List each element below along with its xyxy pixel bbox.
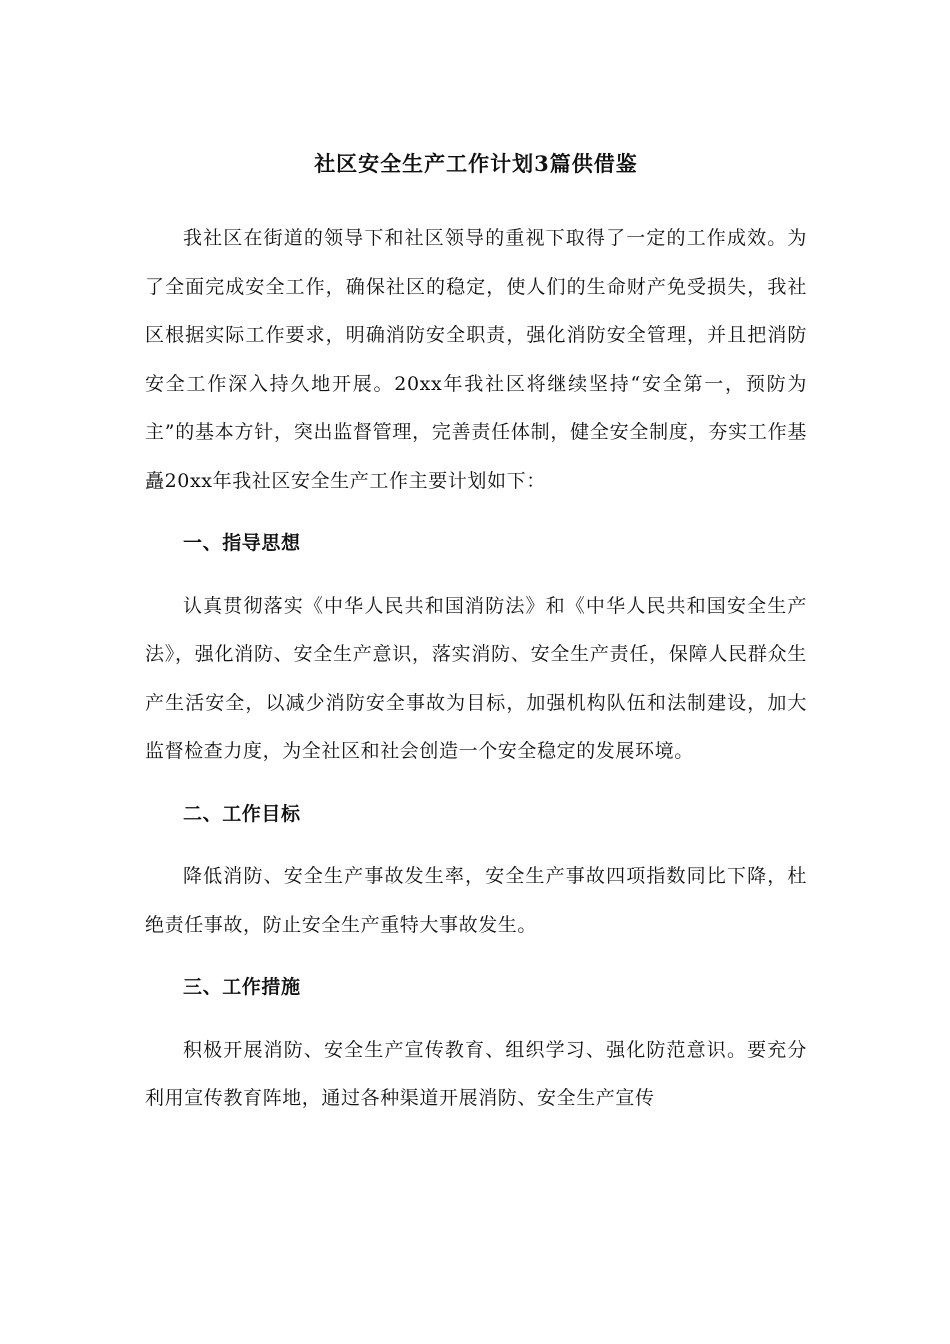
section-body-guiding-ideology: 认真贯彻落实《中华人民共和国消防法》和《中华人民共和国安全生产法》，强化消防、安全生产意识，落实消防、安全生产责任，保障人民群众生产生活安全，以减少消防安全事故为目标，加强机构队伍和法制建设，加大监督检查力度，为全社区和社会创造一个安全稳定的发展环境。 [145,594,807,762]
document-content [145,148,807,1123]
section-body-work-goals: 降低消防、安全生产事故发生率，安全生产事故四项指数同比下降，杜绝责任事故，防止安全生产重特大事故发生。 [145,865,807,936]
section-heading-work-measures: 三、工作措施 [183,976,301,998]
section-heading-guiding-ideology: 一、指导思想 [183,532,301,554]
section-body-work-measures: 积极开展消防、安全生产宣传教育、组织学习、强化防范意识。要充分利用宣传教育阵地，通过各种渠道开展消防、安全生产宣传 [145,1038,807,1109]
intro-paragraph: 我社区在街道的领导下和社区领导的重视下取得了一定的工作成效。为了全面完成安全工作，确保社区的稳定，使人们的生命财产免受损失，我社区根据实际工作要求，明确消防安全职责，强化消防安全管理，并且把消防安全工作深入持久地开展。20xx年我社区将继续坚持“安全第一，预防为主”的基本方针，突出监督管理，完善责任体制，健全安全制度，夯实工作基矗20xx年我社区安全生产工作主要计划如下： [145,227,807,492]
section-heading-work-goals: 二、工作目标 [183,802,301,825]
document-title: 社区安全生产工作计划3篇供借鉴 [314,151,638,176]
